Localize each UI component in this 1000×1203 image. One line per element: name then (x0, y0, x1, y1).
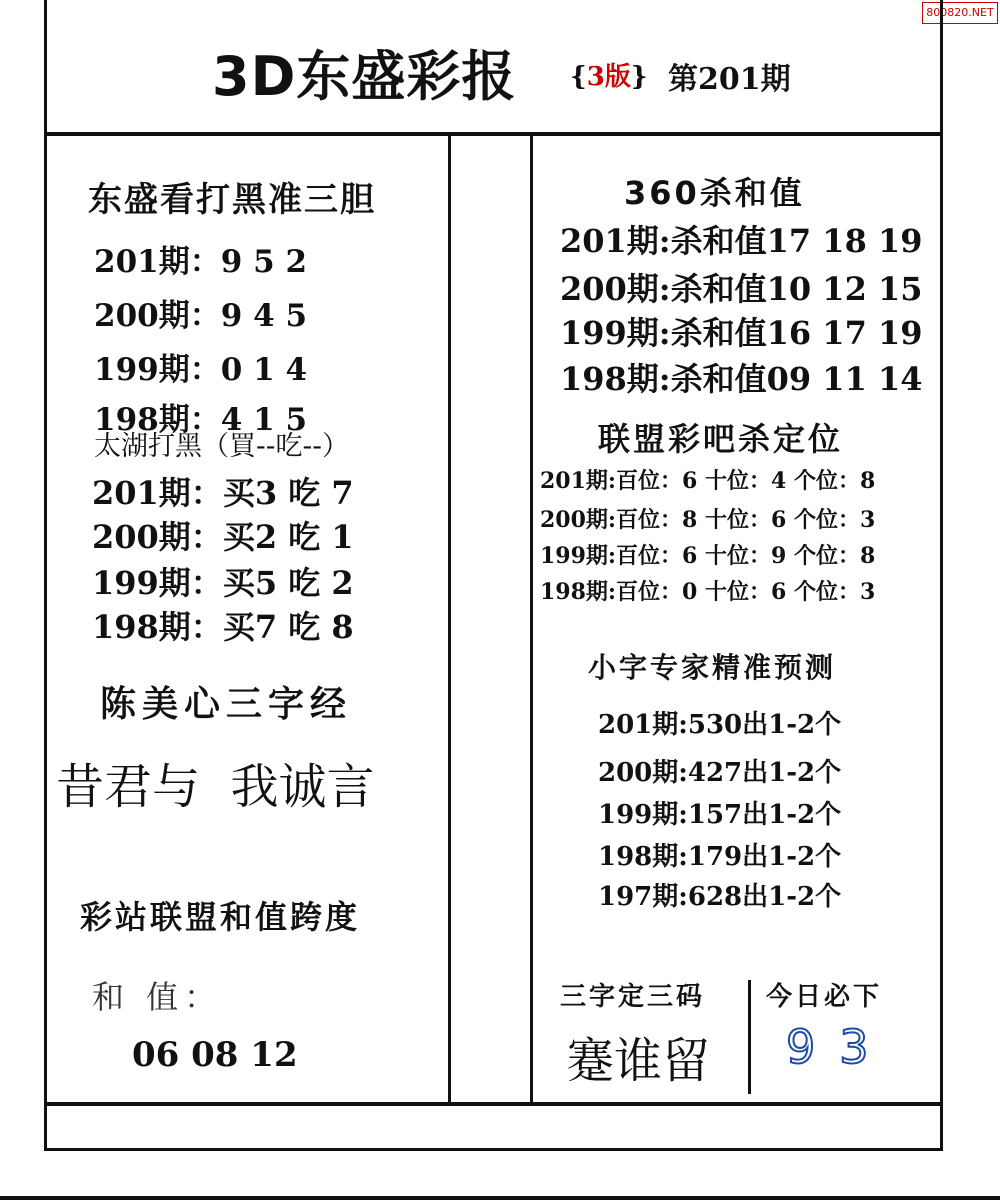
taihu-title: 太湖打黑（買--吃--） (94, 431, 349, 462)
xiaozi-row (598, 704, 841, 741)
sum-label: 和 值： (92, 978, 223, 1016)
row-label: 199期: (540, 543, 617, 569)
row-value: 百位：6 十位：9 个位：8 (616, 543, 876, 569)
row-label: 198期: (560, 360, 671, 398)
xiaozi-row (598, 794, 841, 831)
row-value: 157出1-2个 (687, 800, 842, 830)
today-title: 今日必下 (766, 982, 883, 1012)
row-label: 198期: (540, 579, 617, 605)
taihu-row (92, 468, 354, 514)
row-value: 买2 吃 1 (222, 518, 354, 556)
row-value: 0 1 4 (220, 352, 308, 388)
row-value: 买5 吃 2 (222, 564, 354, 602)
dongsheng-row (94, 236, 307, 281)
row-label: 201期: (560, 222, 671, 260)
row-label: 200期: (560, 270, 671, 308)
row-value: 百位：0 十位：6 个位：3 (616, 579, 876, 605)
page-title: 3D东盛彩报 (212, 45, 517, 108)
kill360-title: 360杀和值 (624, 174, 805, 212)
row-label: 200期: (598, 758, 688, 788)
row-label: 200期： (94, 298, 221, 334)
row-value: 530出1-2个 (687, 710, 842, 740)
chen-title: 陈美心三字经 (100, 683, 353, 725)
xiaozi-row (598, 752, 841, 789)
taihu-row (92, 558, 354, 604)
kill360-row (560, 264, 923, 310)
row-value: 杀和值16 17 19 (670, 314, 923, 352)
row-value: 427出1-2个 (687, 758, 842, 788)
caizhan-title: 彩站联盟和值跨度 (80, 898, 361, 936)
row-label: 201期： (92, 474, 223, 512)
column-divider-right (530, 136, 533, 1104)
edition-badge (570, 56, 648, 93)
lianmeng-row (540, 464, 875, 495)
edition-brace-close: } (630, 62, 648, 92)
row-value: 9 5 2 (220, 244, 308, 280)
row-label: 197期: (598, 882, 688, 912)
issue-number: 第201期 (668, 62, 791, 97)
lianmeng-row (540, 575, 875, 606)
xiaozi-title: 小字专家精准预测 (588, 651, 837, 684)
header-divider (44, 132, 940, 136)
row-label: 199期： (92, 564, 223, 602)
page-bottom-rule (0, 1196, 1000, 1200)
row-label: 199期: (560, 314, 671, 352)
dongsheng-title: 东盛看打黑准三胆 (88, 180, 376, 220)
kill360-row (560, 354, 923, 400)
lianmeng-title: 联盟彩吧杀定位 (598, 420, 844, 458)
row-label: 199期： (94, 352, 221, 388)
dongsheng-row (94, 344, 307, 389)
today-digits: 93 (786, 1020, 893, 1074)
row-value: 杀和值10 12 15 (670, 270, 923, 308)
row-value: 百位：8 十位：6 个位：3 (616, 507, 876, 533)
taihu-row (92, 512, 354, 558)
row-value: 179出1-2个 (687, 842, 842, 872)
lianmeng-row (540, 503, 875, 534)
row-value: 买3 吃 7 (222, 474, 354, 512)
taihu-row (92, 602, 354, 648)
xiaozi-row (598, 876, 841, 913)
lianmeng-row (540, 539, 875, 570)
row-value: 4 1 5 (220, 402, 308, 438)
row-value: 百位：6 十位：4 个位：8 (616, 468, 876, 494)
row-label: 198期: (598, 842, 688, 872)
kill360-row (560, 308, 923, 354)
column-divider-left (448, 136, 451, 1104)
xiaozi-row (598, 836, 841, 873)
bottom-box-divider (748, 980, 751, 1094)
row-value: 628出1-2个 (687, 882, 842, 912)
row-label: 198期： (94, 402, 221, 438)
row-value: 9 4 5 (220, 298, 308, 334)
watermark-badge: 800820.NET (922, 2, 998, 24)
row-label: 198期： (92, 608, 223, 646)
row-label: 200期： (92, 518, 223, 556)
row-label: 199期: (598, 800, 688, 830)
edition-number: 3版 (586, 62, 631, 92)
row-value: 买7 吃 8 (222, 608, 354, 646)
sum-values: 06 08 12 (132, 1035, 298, 1075)
row-label: 200期: (540, 507, 617, 533)
row-value: 杀和值17 18 19 (670, 222, 923, 260)
row-label: 201期: (598, 710, 688, 740)
edition-brace-open: { (570, 62, 587, 92)
sanzi-title: 三字定三码 (560, 982, 706, 1012)
footer-divider (44, 1102, 940, 1106)
chen-poem: 昔君与 我诚言 (56, 759, 375, 815)
row-value: 杀和值09 11 14 (670, 360, 923, 398)
kill360-row (560, 216, 923, 262)
row-label: 201期: (540, 468, 617, 494)
dongsheng-row (94, 290, 307, 335)
row-label: 201期： (94, 244, 221, 280)
sanzi-value: 蹇谁留 (566, 1033, 711, 1089)
